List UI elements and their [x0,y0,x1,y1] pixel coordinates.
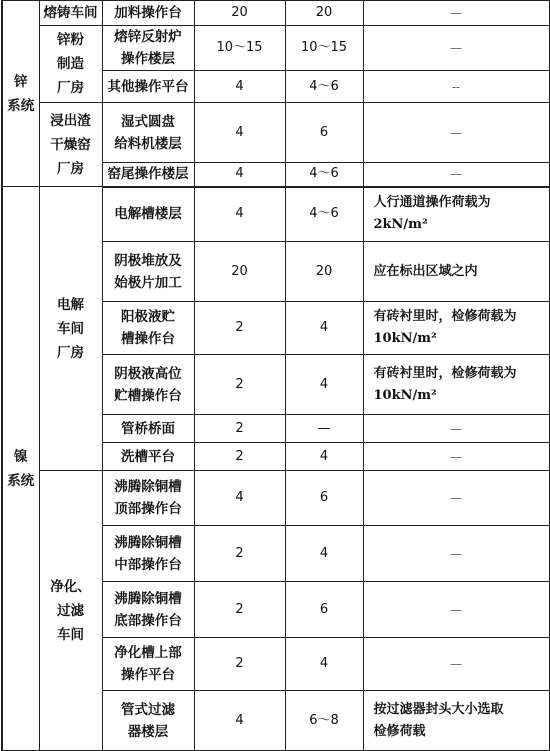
load-value-1: 4 [194,71,285,103]
table-row [2,471,549,526]
load-value-1: 4 [194,471,285,526]
remark: 按过滤器封头大小选取 检修荷载 [363,691,549,751]
area-name: 沸腾除铜槽 中部操作台 [102,526,194,582]
area-name: 净化槽上部 操作平台 [102,638,194,691]
load-value-1: 10～15 [194,26,285,71]
workshop-label: 浸出渣 干燥窑 厂房 [39,103,102,187]
table-row [2,187,549,242]
load-value-1: 2 [194,443,285,471]
load-value-1: 4 [194,163,285,187]
area-name: 沸腾除铜槽 顶部操作台 [102,471,194,526]
area-name: 管桥桥面 [102,415,194,443]
load-value-1: 20 [194,1,285,26]
area-name: 阴极液高位 贮槽操作台 [102,355,194,415]
table-row [2,26,549,71]
load-value-2: 4 [285,302,363,355]
area-name: 洗槽平台 [102,443,194,471]
load-value-2: 6～8 [285,691,363,751]
remark: — [363,638,549,691]
remark: — [363,443,549,471]
area-name: 阳极液贮 槽操作台 [102,302,194,355]
system-label: 锌 系统 [2,1,39,187]
workshop-label: 净化、 过滤 车间 [39,471,102,751]
load-value-1: 20 [194,242,285,302]
remark: — [363,103,549,163]
area-name: 湿式圆盘 给料机楼层 [102,103,194,163]
load-value-2: 4 [285,355,363,415]
load-value-2: 4 [285,443,363,471]
load-table [1,0,550,751]
load-value-2: 4～6 [285,71,363,103]
load-value-2: 4～6 [285,163,363,187]
remark: — [363,163,549,187]
load-value-1: 4 [194,691,285,751]
workshop-label: 熔铸车间 [39,1,102,26]
load-value-2: 6 [285,103,363,163]
remark: — [363,1,549,26]
load-value-2: 6 [285,582,363,638]
workshop-label: 电解 车间 厂房 [39,187,102,471]
remark: — [363,582,549,638]
system-label: 镍 系统 [2,187,39,751]
load-value-1: 2 [194,415,285,443]
remark: — [363,526,549,582]
table-row [2,103,549,163]
load-value-2: 10～15 [285,26,363,71]
remark: 人行通道操作荷载为 2kN/m² [363,187,549,242]
load-value-1: 2 [194,638,285,691]
load-value-1: 2 [194,582,285,638]
area-name: 加料操作台 [102,1,194,26]
load-value-1: 2 [194,526,285,582]
workshop-label: 锌粉 制造 厂房 [39,26,102,103]
load-value-1: 2 [194,302,285,355]
area-name: 沸腾除铜槽 底部操作台 [102,582,194,638]
remark: 有砖衬里时，检修荷载为 10kN/m² [363,355,549,415]
load-value-2: 4 [285,526,363,582]
load-value-2: — [285,415,363,443]
area-name: 阴极堆放及 始极片加工 [102,242,194,302]
area-name: 窑尾操作楼层 [102,163,194,187]
remark: — [363,471,549,526]
area-name: 电解槽楼层 [102,187,194,242]
load-value-2: 6 [285,471,363,526]
remark: — [363,415,549,443]
area-name: 其他操作平台 [102,71,194,103]
load-value-2: 20 [285,242,363,302]
load-value-2: 20 [285,1,363,26]
remark: 有砖衬里时，检修荷载为 10kN/m² [363,302,549,355]
table-row [2,1,549,26]
load-value-1: 4 [194,103,285,163]
load-value-2: 4 [285,638,363,691]
remark: -- [363,71,549,103]
load-value-2: 4～6 [285,187,363,242]
area-name: 熔锌反射炉 操作楼层 [102,26,194,71]
remark: 应在标出区域之内 [363,242,549,302]
remark: — [363,26,549,71]
area-name: 管式过滤 器楼层 [102,691,194,751]
load-value-1: 2 [194,355,285,415]
load-value-1: 4 [194,187,285,242]
